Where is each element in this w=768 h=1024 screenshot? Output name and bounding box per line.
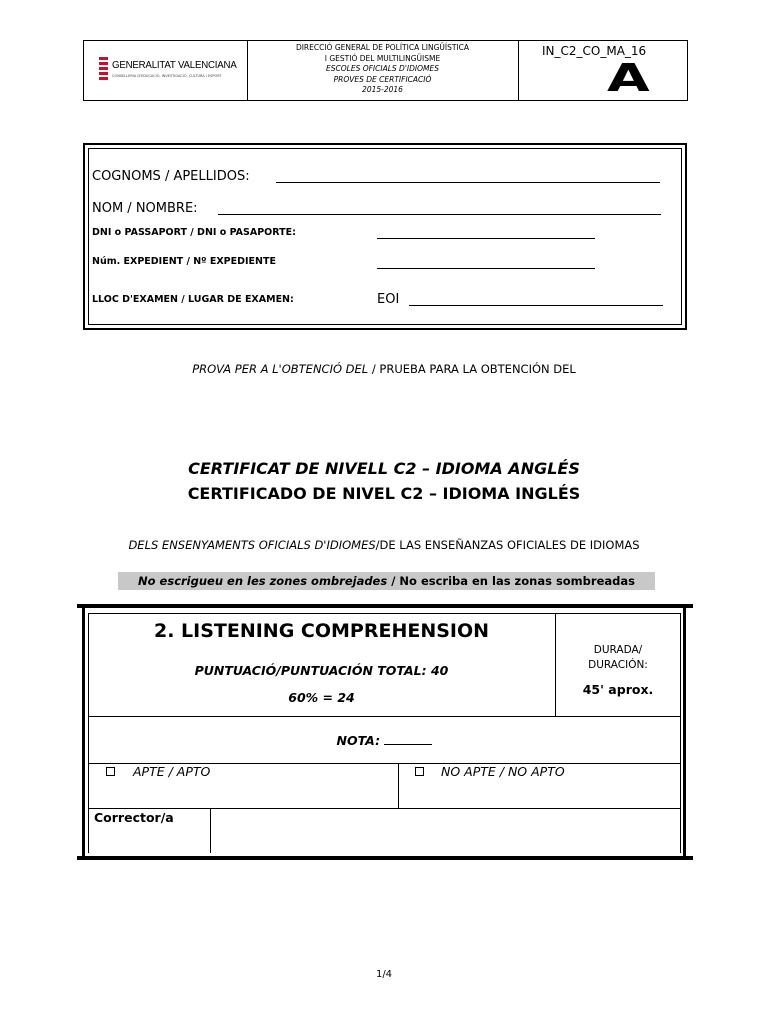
fail-checkbox[interactable] <box>415 767 424 776</box>
header-line-3: ESCOLES OFICIALS D'IDIOMES <box>326 64 439 74</box>
certificate-title-catalan: CERTIFICAT DE NIVELL C2 – IDIOMA ANGLÉS <box>188 459 580 478</box>
teaching-subtitle <box>0 538 768 552</box>
duration-label-1: DURADA/ <box>593 644 643 656</box>
teaching-subtitle-catalan: DELS ENSENYAMENTS OFICIALS D'IDIOMES <box>128 538 376 552</box>
shaded-notice-catalan: No escrigueu en les zones ombrejades <box>138 574 388 588</box>
name-label: NOM / NOMBRE: <box>92 201 198 216</box>
total-score: PUNTUACIÓ/PUNTUACIÓN TOTAL: 40 <box>194 663 449 678</box>
duration-label-2: DURACIÓN: <box>588 659 648 671</box>
surname-field[interactable] <box>276 182 660 183</box>
duration-label <box>556 643 680 673</box>
pass-option-label: APTE / APTO <box>133 764 211 779</box>
prova-intro <box>0 362 768 376</box>
fail-option-label: NO APTE / NO APTO <box>441 764 565 779</box>
table-right-border <box>683 604 686 856</box>
certificate-title-spanish: CERTIFICADO DE NIVEL C2 – IDIOMA INGLÉS <box>187 484 581 503</box>
logo-text: GENERALITAT VALENCIANA <box>112 59 237 71</box>
document-header <box>83 40 688 101</box>
exam-place-label: LLOC D'EXAMEN / LUGAR DE EXAMEN: <box>92 294 294 305</box>
grade-field[interactable] <box>384 733 432 745</box>
duration-value: 45' aprox. <box>582 682 654 697</box>
shaded-notice-spanish: / No escriba en las zonas sombreadas <box>387 574 635 588</box>
table-inner-top <box>88 613 681 614</box>
grade-row <box>88 733 681 748</box>
section-title: 2. LISTENING COMPREHENSION <box>153 620 490 642</box>
table-bottom-border <box>77 856 693 860</box>
surname-label: COGNOMS / APELLIDOS: <box>92 169 250 184</box>
header-institution <box>247 41 519 100</box>
header-line-1: DIRECCIÓ GENERAL DE POLÍTICA LINGÜÍSTICA <box>295 43 470 52</box>
expedient-field[interactable] <box>377 268 595 269</box>
corrector-label: Corrector/a <box>94 810 174 825</box>
eoi-field[interactable] <box>409 305 663 306</box>
eoi-label: EOI <box>377 292 400 307</box>
options-divider <box>398 763 399 808</box>
shaded-zone-notice <box>118 572 655 590</box>
table-left-border <box>82 604 85 856</box>
generalitat-flag-icon <box>99 57 108 83</box>
name-field[interactable] <box>218 214 661 215</box>
exam-version-badge: A <box>607 56 650 100</box>
header-line-2: I GESTIÓ DEL MULTILINGÜISME <box>324 53 441 63</box>
corrector-field[interactable] <box>212 810 679 852</box>
prova-intro-catalan: PROVA PER A L'OBTENCIÓ DEL <box>192 362 369 376</box>
prova-intro-spanish: / PRUEBA PARA LA OBTENCIÓN DEL <box>368 362 576 376</box>
header-line-5: 2015-2016 <box>362 85 403 95</box>
corrector-divider <box>210 808 211 853</box>
expedient-label: Núm. EXPEDIENT / Nº EXPEDIENTE <box>92 256 276 267</box>
dni-label: DNI o PASSAPORT / DNI o PASAPORTE: <box>92 227 296 238</box>
corrector-row-divider <box>88 808 681 809</box>
teaching-subtitle-spanish: /DE LAS ENSEÑANZAS OFICIALES DE IDIOMAS <box>375 538 640 552</box>
header-line-4: PROVES DE CERTIFICACIÓ <box>333 74 432 84</box>
pass-mark: 60% = 24 <box>288 690 355 705</box>
grade-label: NOTA: <box>336 733 381 748</box>
logo-subtext: CONSELLERIA D'EDUCACIÓ, INVESTIGACIÓ, CULTURA I ESPORT <box>112 74 222 78</box>
logo-cell <box>84 41 248 100</box>
page-number: 1/4 <box>375 969 393 980</box>
pass-checkbox[interactable] <box>106 767 115 776</box>
grade-row-divider <box>88 716 681 717</box>
dni-field[interactable] <box>377 238 595 239</box>
exam-code: IN_C2_CO_MA_16 <box>542 44 647 58</box>
table-top-border <box>77 604 693 608</box>
